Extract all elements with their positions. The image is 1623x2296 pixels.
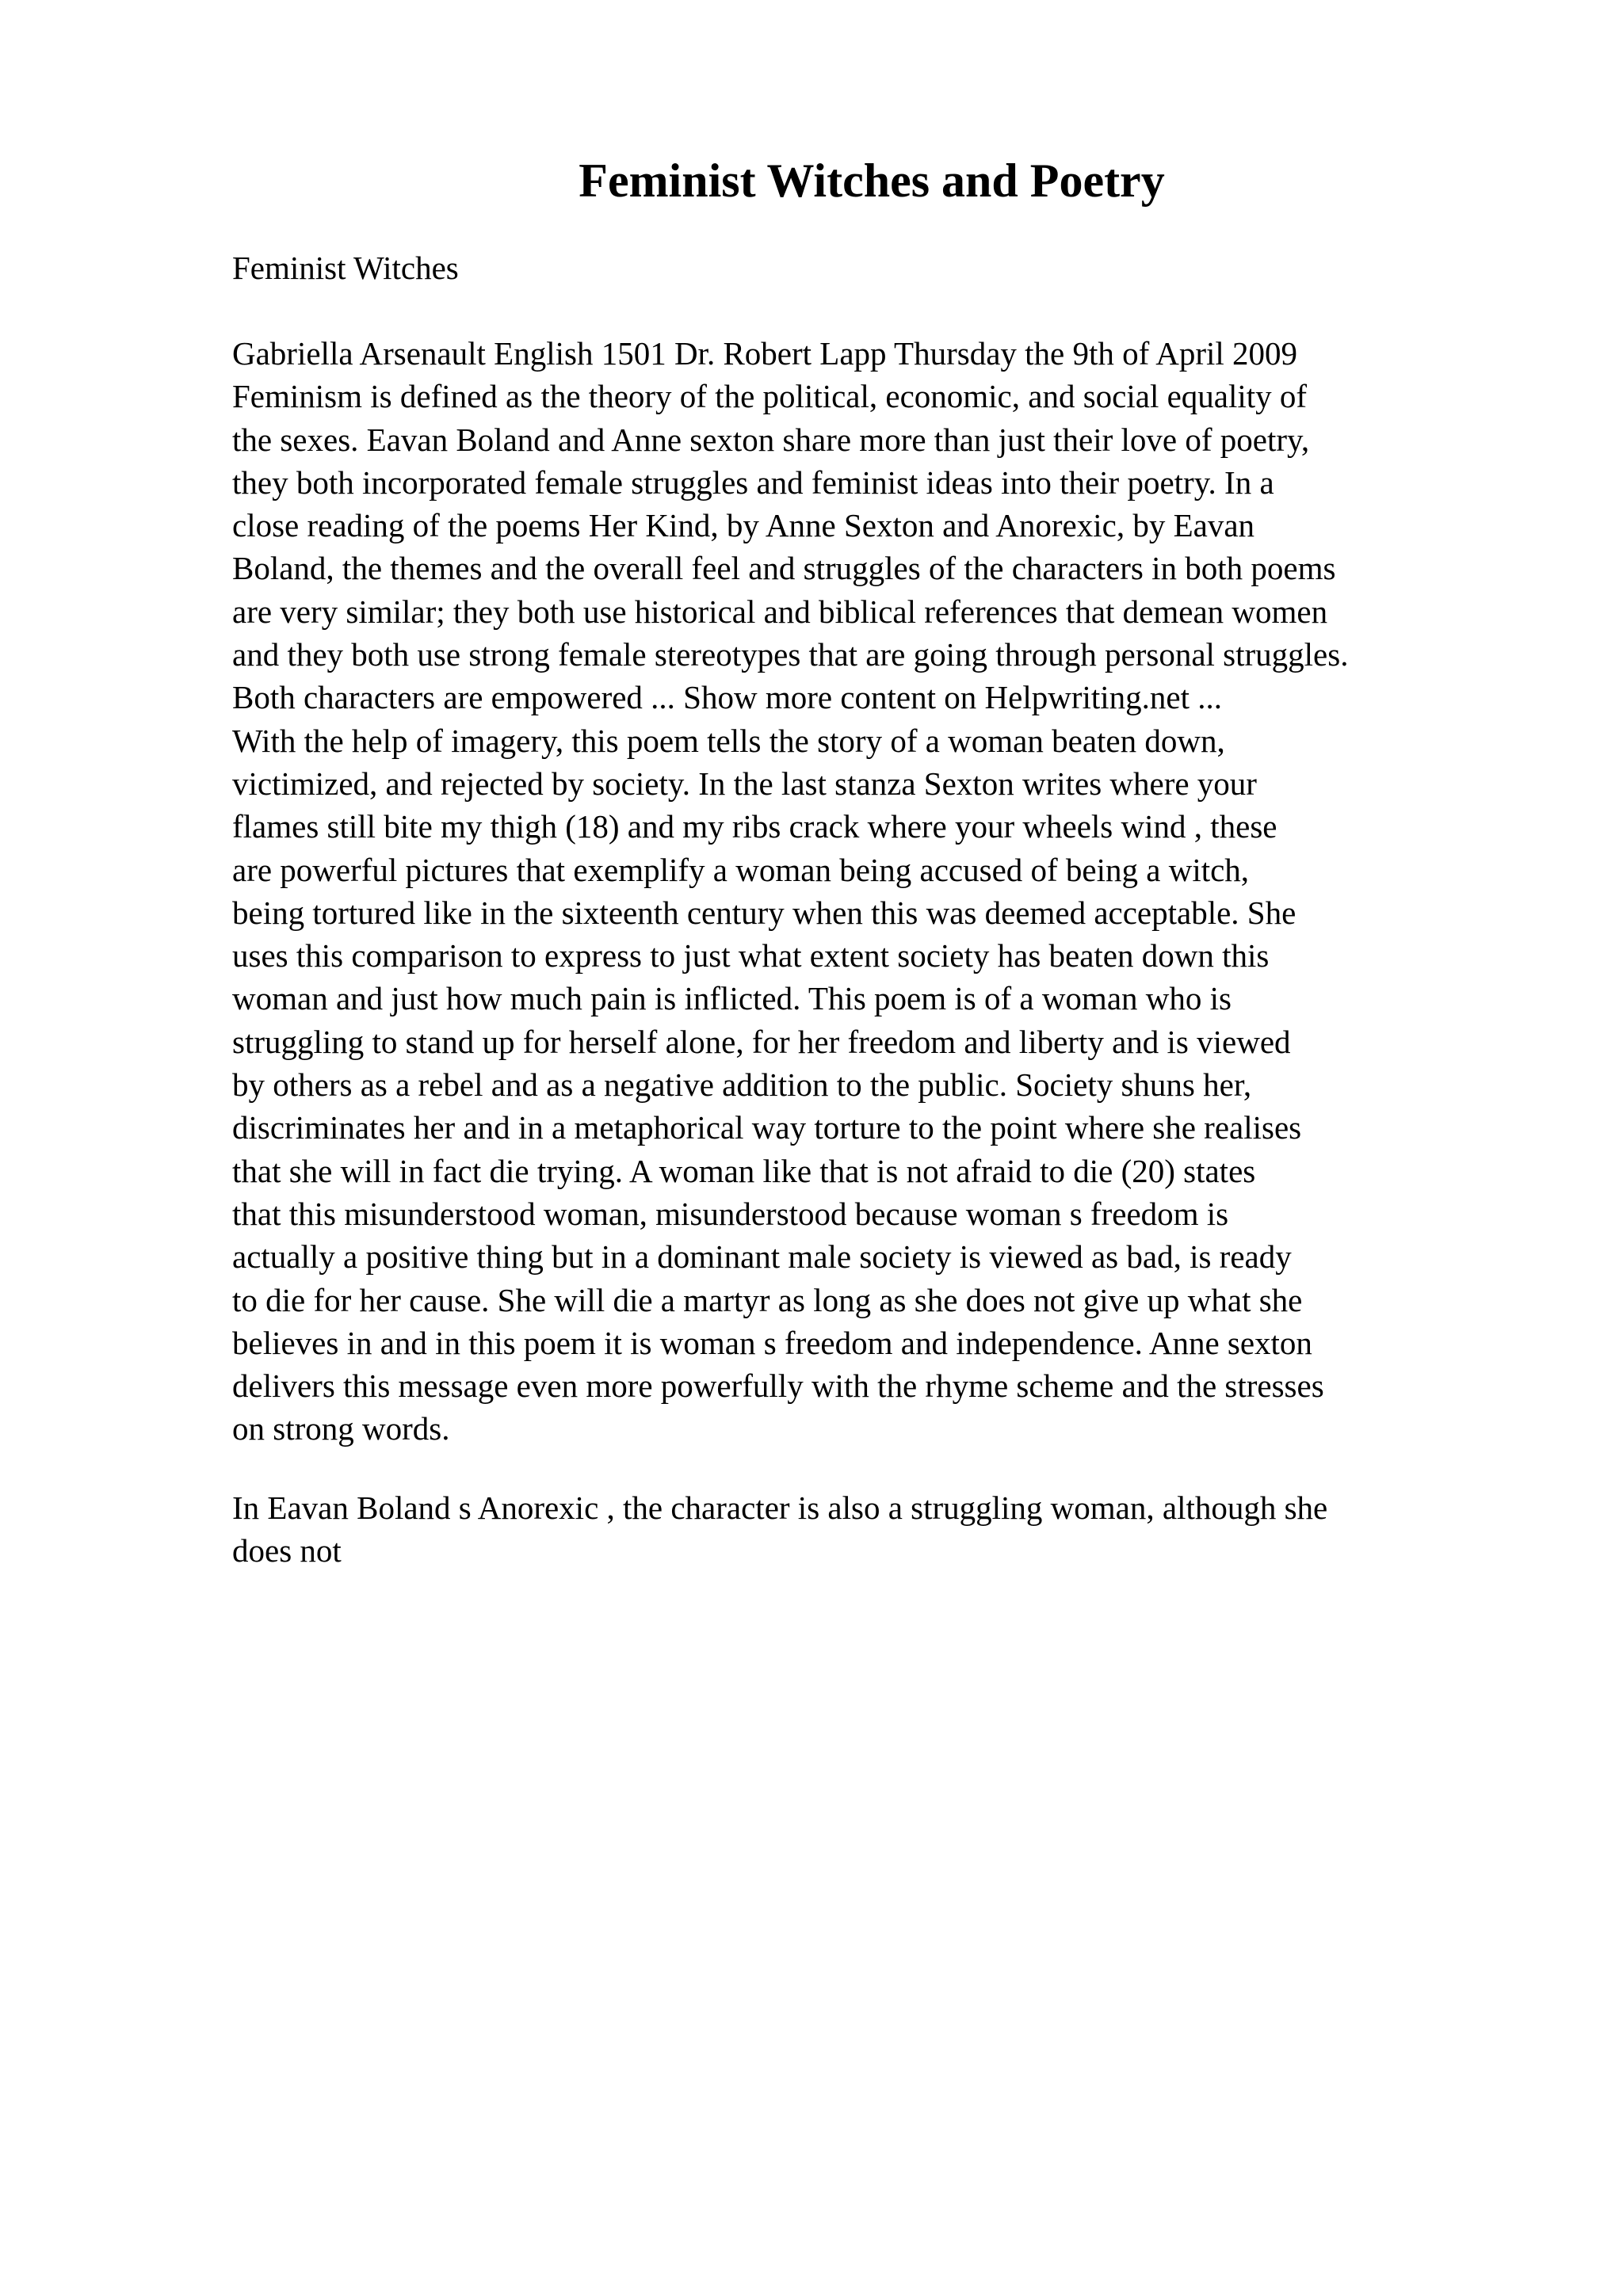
text-line: woman and just how much pain is inflicted. This poem is of a woman who is [232,980,1232,1017]
text-line: actually a positive thing but in a dominant male society is viewed as bad, is ready [232,1238,1292,1276]
text-line: are very similar; they both use historical and biblical references that demean women [232,593,1328,630]
text-line: victimized, and rejected by society. In the last stanza Sexton writes where your [232,765,1257,802]
text-line: by others as a rebel and as a negative addition to the public. Society shuns her, [232,1066,1252,1104]
text-line: being tortured like in the sixteenth century when this was deemed acceptable. She [232,894,1296,931]
text-line: uses this comparison to express to just what extent society has beaten down this [232,937,1270,974]
text-line: and they both use strong female stereotypes that are going through personal struggles. [232,636,1349,673]
text-line: that she will in fact die trying. A woman like that is not afraid to die (20) states [232,1152,1256,1189]
text-line: struggling to stand up for herself alone, for her freedom and liberty and is viewed [232,1023,1291,1060]
text-line: they both incorporated female struggles and feminist ideas into their poetry. In a [232,463,1274,501]
text-line: Boland, the themes and the overall feel and struggles of the characters in both poems [232,550,1336,587]
body-paragraph-1 [232,332,1348,1451]
text-line: on strong words. [232,1410,450,1447]
body-paragraph-2 [232,1486,1327,1573]
text-line: Feminism is defined as the theory of the political, economic, and social equality of [232,378,1308,415]
text-line: discriminates her and in a metaphorical way torture to the point where she realises [232,1109,1302,1146]
text-line: close reading of the poems Her Kind, by Anne Sexton and Anorexic, by Eavan [232,507,1255,544]
text-line: In Eavan Boland s Anorexic , the character is also a struggling woman, although she [232,1489,1328,1526]
text-line: to die for her cause. She will die a martyr as long as she does not give up what she [232,1281,1303,1318]
text-line: that this misunderstood woman, misunderstood because woman s freedom is [232,1195,1229,1232]
document-title: Feminist Witches and Poetry [579,154,1165,207]
text-line: flames still bite my thigh (18) and my ribs crack where your wheels wind , these [232,808,1277,845]
text-line: are powerful pictures that exemplify a woman being accused of being a witch, [232,851,1250,888]
text-line: does not [232,1532,342,1569]
text-line: believes in and in this poem it is woman s freedom and independence. Anne sexton [232,1324,1312,1361]
text-line: delivers this message even more powerfully with the rhyme scheme and the stresses [232,1367,1324,1405]
text-line: Gabriella Arsenault English 1501 Dr. Robert Lapp Thursday the 9th of April 2009 [232,335,1298,372]
text-line: Both characters are empowered ... Show more content on Helpwriting.net ... [232,679,1222,716]
text-line: With the help of imagery, this poem tells the story of a woman beaten down, [232,722,1225,759]
document-subtitle: Feminist Witches [232,250,459,286]
text-line: the sexes. Eavan Boland and Anne sexton share more than just their love of poetry, [232,421,1310,458]
